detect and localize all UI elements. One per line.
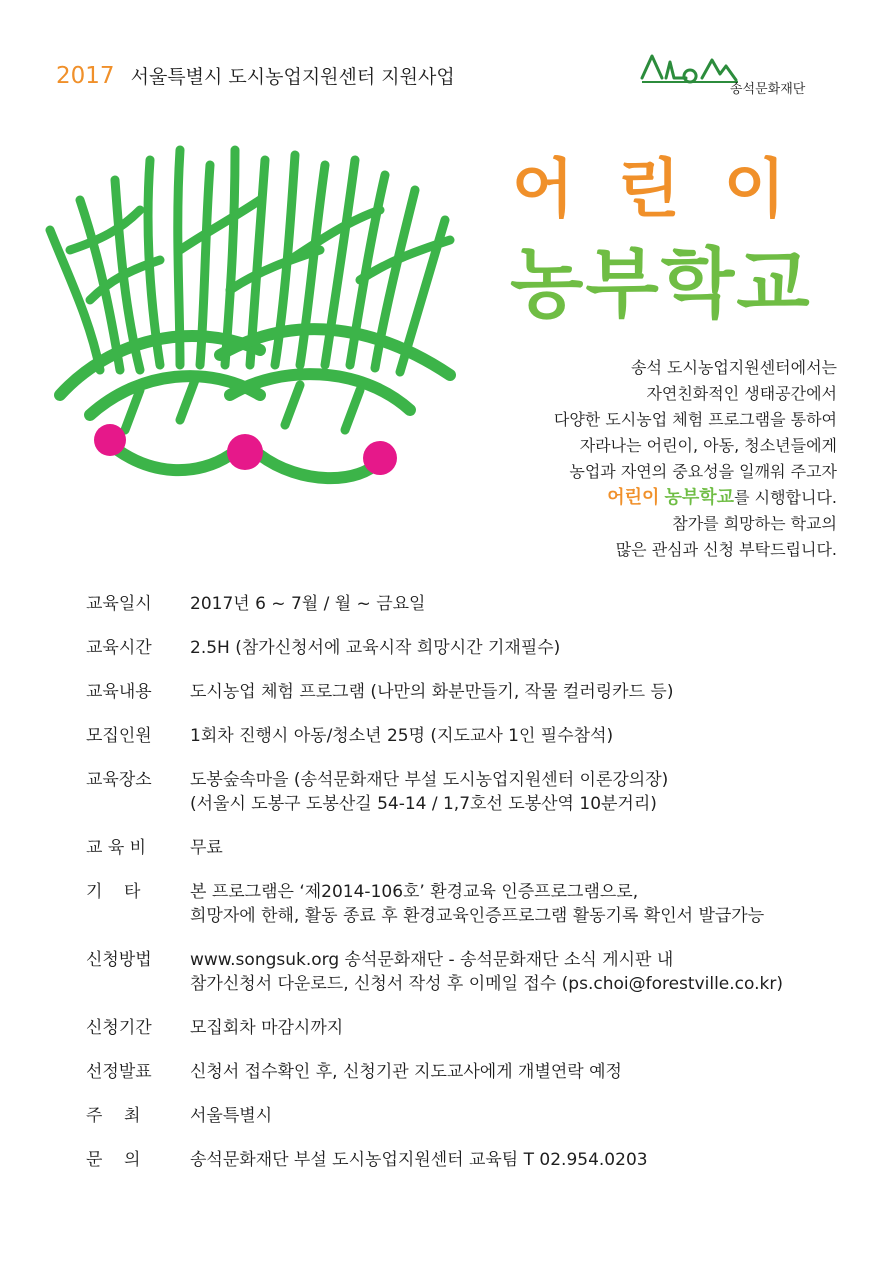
program-details xyxy=(86,592,876,1192)
detail-row-host xyxy=(86,1104,876,1128)
detail-row-apply-period xyxy=(86,1016,876,1040)
highlight-suffix: 를 시행합니다. xyxy=(734,488,837,507)
intro-line: 다양한 도시농업 체험 프로그램을 통하여 xyxy=(553,410,837,429)
detail-value: 도시농업 체험 프로그램 (나만의 화분만들기, 작물 컬러링카드 등) xyxy=(190,682,674,702)
detail-value: (서울시 도봉구 도봉산길 54-14 / 1,7호선 도봉산역 10분거리) xyxy=(190,794,657,814)
detail-label: 교육시간 xyxy=(86,638,152,658)
intro-highlight-line xyxy=(477,485,837,511)
detail-value: 2.5H (참가신청서에 교육시작 희망시간 기재필수) xyxy=(190,638,561,658)
detail-value: 무료 xyxy=(190,838,223,858)
detail-row-location xyxy=(86,768,876,816)
detail-value: 모집회차 마감시까지 xyxy=(190,1018,344,1038)
grass-smile-illustration xyxy=(30,140,480,510)
detail-value: 본 프로그램은 ‘제2014-106호’ 환경교육 인증프로그램으로, xyxy=(190,882,639,902)
highlight-children: 어린이 xyxy=(607,487,660,508)
detail-value: 1회차 진행시 아동/청소년 25명 (지도교사 1인 필수참석) xyxy=(190,726,614,746)
intro-closing-line: 참가를 희망하는 학교의 xyxy=(672,514,837,533)
intro-line: 자연친화적인 생태공간에서 xyxy=(646,384,837,403)
detail-row-etc xyxy=(86,880,876,928)
detail-label: 선정발표 xyxy=(86,1062,152,1082)
detail-value: 신청서 접수확인 후, 신청기관 지도교사에게 개별연락 예정 xyxy=(190,1062,622,1082)
intro-line: 자라나는 어린이, 아동, 청소년들에게 xyxy=(579,436,837,455)
intro-line: 농업과 자연의 중요성을 일깨워 주고자 xyxy=(569,462,837,481)
detail-label: 신청방법 xyxy=(86,950,152,970)
detail-label: 모집인원 xyxy=(86,726,152,746)
header-banner xyxy=(56,62,455,89)
detail-value: www.songsuk.org 송석문화재단 - 송석문화재단 소식 게시판 내 xyxy=(190,950,674,970)
grass-illustration-icon xyxy=(30,140,480,510)
detail-label: 교육내용 xyxy=(86,682,152,702)
title-line-1: 어린이 xyxy=(512,153,830,227)
mountain-logo-icon xyxy=(640,50,740,86)
detail-value: 서울특별시 xyxy=(190,1106,273,1126)
detail-row-contact xyxy=(86,1148,876,1172)
detail-value: 희망자에 한해, 활동 종료 후 환경교육인증프로그램 활동기록 확인서 발급가능 xyxy=(190,906,765,926)
detail-label: 교육장소 xyxy=(86,770,152,790)
detail-label: 문 의 xyxy=(86,1150,141,1170)
detail-label: 교육일시 xyxy=(86,594,152,614)
detail-row-capacity xyxy=(86,724,876,748)
detail-row-announcement xyxy=(86,1060,876,1084)
detail-value: 송석문화재단 부설 도시농업지원센터 교육팀 T 02.954.0203 xyxy=(190,1150,648,1170)
sponsor-text: 서울특별시 도시농업지원센터 지원사업 xyxy=(130,66,455,88)
detail-label: 기 타 xyxy=(86,882,141,902)
intro-line: 송석 도시농업지원센터에서는 xyxy=(630,358,837,377)
detail-row-time xyxy=(86,636,876,660)
intro-paragraph xyxy=(477,355,837,563)
highlight-farmer-school: 농부학교 xyxy=(664,487,735,508)
detail-row-fee xyxy=(86,836,876,860)
detail-row-content xyxy=(86,680,876,704)
intro-closing-line: 많은 관심과 신청 부탁드립니다. xyxy=(615,540,837,559)
title-line-2: 농부학교 xyxy=(510,239,812,328)
detail-row-apply-method xyxy=(86,948,876,996)
logo-text: 송석문화재단 xyxy=(730,82,806,97)
year: 2017 xyxy=(56,63,115,89)
foundation-logo xyxy=(640,50,840,100)
detail-label: 교 육 비 xyxy=(86,838,147,858)
detail-label: 주 최 xyxy=(86,1106,141,1126)
detail-label: 신청기간 xyxy=(86,1018,152,1038)
detail-value: 2017년 6 ~ 7월 / 월 ~ 금요일 xyxy=(190,594,426,614)
detail-value: 참가신청서 다운로드, 신청서 작성 후 이메일 접수 (ps.choi@forestville.co.kr) xyxy=(190,974,783,994)
detail-row-date xyxy=(86,592,876,616)
detail-value: 도봉숲속마을 (송석문화재단 부설 도시농업지원센터 이론강의장) xyxy=(190,770,669,790)
